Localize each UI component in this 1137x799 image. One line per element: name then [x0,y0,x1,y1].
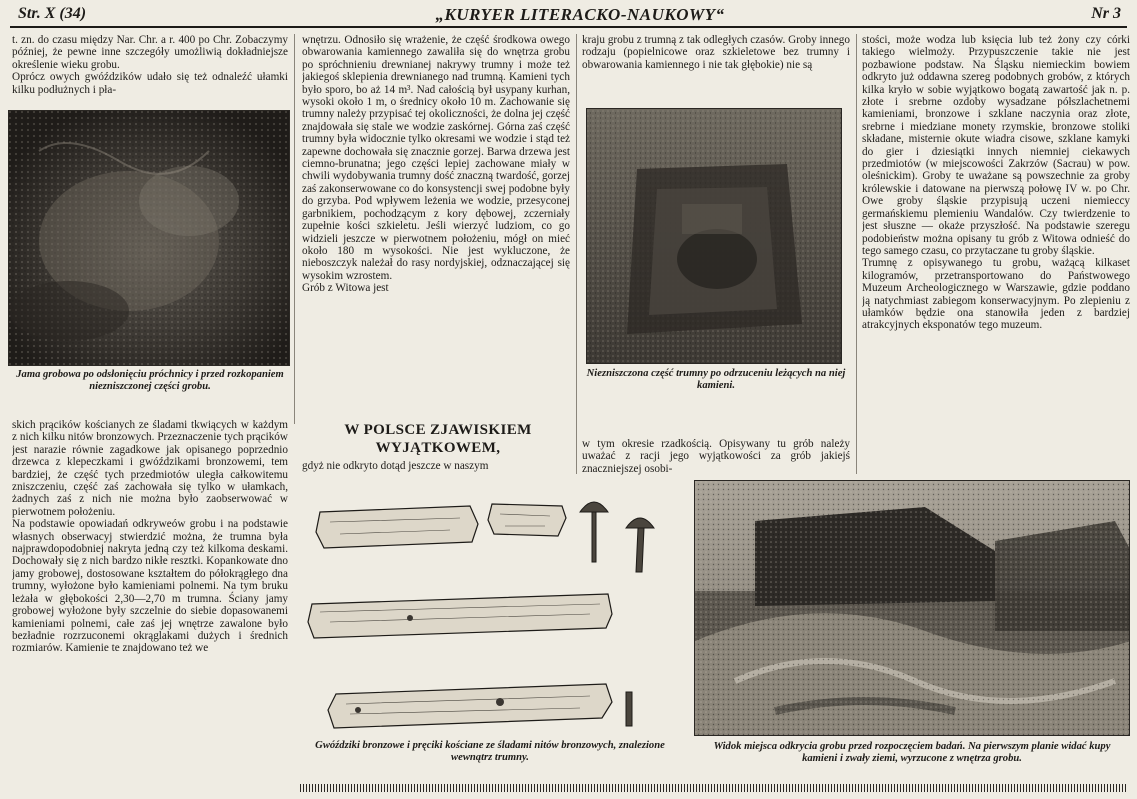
column-1-bottom-text: skich prącików kościanych ze śladami tkwiących w każdym z nich kilku nitów bronzowych. Przeznaczenie tych prącików jest narazie równie zagadkowe jak opisanego poprzednio drzewca z klepeczkami i gwóździkami bronzowemi, tem bardziej, że część tych przedmiotów uległa całkowitemu zniszczeniu, część zaś zachowała się tylko w ułamkach, żadnych zaś z nich nie można było zaobserwować w pierwotnem położeniu. Na podstawie opowiadań odkryweów grobu i na podstawie własnych obserwacyj stwierdzić można, że trumna była najprawdopodobniej nakryta jedną czy też kilkoma deskami. Dochowały się z nich bardzo nikłe resztki. Kopankowate dno jamy grobowej, dostosowane kształtem do półokrągłego dna trumny, wyłożone było kamieniami polnemi. Na tym bruku leżała w głębokości 2,30—2,70 m trumna. Ściany jamy grobowej wyłożone były szczelnie do siebie dopasowanemi kamieniami polnemi, całe zaś jej wnętrze zawalone było bezładnie rozrzuconemi okrąglakami dużych i średnich rozmiarów. Kamienie te znajdowano też we [12,419,288,655]
excavation-site-caption: Widok miejsca odkrycia grobu przed rozpoczęciem badań. Na pierwszym planie widać kupy kamieni i zwały ziemi, wyrzucone z wnętrza grobu. [713,741,1111,764]
newspaper-title: „KURYER LITERACKO-NAUKOWY“ [435,5,725,24]
column-3-top-text: kraju grobu z trumną z tak odległych czasów. Groby innego rodzaju (popielnicowe oraz szkieletowe bez trumny i obwarowania kamiennego i nie tak głębokie) nie są [582,34,850,71]
column-3-bottom-text: w tym okresie rzadkością. Opisywany tu grób należy uważać z racji jego wyjątkowości za grób jakiejś znaczniejszej osobi- [582,438,850,475]
page-number: Str. X (34) [18,5,87,22]
coffin-caption: Niezniszczona część trumny po odrzuceniu leżących na niej kamieni. [586,368,846,391]
column-2-after-heading: gdyż nie odkryto dotąd jeszcze w naszym [302,460,489,472]
column-1-top-text: t. zn. do czasu między Nar. Chr. a r. 400 po Chr. Zobaczymy później, że pewne inne szczegóły umożliwią dokładniejsze określenie wieku grobu. Oprócz owych gwóździków udało się też odnaleźć ułamki kilku podłużnych i pła- [12,34,288,96]
page-header [10,2,1127,28]
grave-pit-caption: Jama grobowa po odsłonięciu próchnicy i przed rozkopaniem niezniszczonej części grobu. [16,369,284,392]
column-2-text: wnętrzu. Odnosiło się wrażenie, że część środkowa owego obwarowania kamiennego zawaliła się do wnętrza grobu po spróchnieniu drewnianej nakrywy trumny i może też jakiegoś sklepienia drewnianego nad trumną. Kamieni tych było sporo, bo aż 14 m³. Nad całością był usypany kurhan, wysoki około 1 m, o średnicy około 10 m. Zachowanie się trumny należy przypisać tej okoliczności, że dolna jej część znajdowała się stale we wodzie zaskórnej. Górna zaś część trumny była widocznie tylko okresami we wodzie i stąd też zapewne dochowała się znacznie gorzej. Barwa drzewa jest ciemno-brunatna; jego części lepiej zachowane miały w chwili wydobywania trumny dość znaczną twardość, gorzej zaś zakonserwowane co do konsystencji swej podobne były do grzyba. Pod wpływem leżenia we wodzie, przesyconej garbnikiem, pochodzącym z kory dębowej, zczerniały zupełnie kości szkieletu. Jeśli wierzyć ludziom, co go widzieli jeszcze w pierwotnem położeniu, mógł on mieć około 180 m wysokości. Nie jest wykluczone, że nieboszczyk należał do rasy nordyjskiej, odznaczającej się wysokim wzrostem. Grób z Witowa jest [302,34,570,295]
column-4-text: stości, może wodza lub księcia lub też żony czy córki takiego wielmoży. Przypuszczenie takie nie jest pozbawione podstaw. Na Śląsku niemieckim bowiem odkryto już oddawna szereg podobnych grobów, z których kilka kryło w sobie wyjątkowo bogatą zawartość jak n. p. złote i srebrne ozdoby wysadzane półszlachetnemi kamieniami, bronzowe i szklane naczynia oraz złote, srebrne i miedziane monety rzymskie, bronzowe stoliki składane, misternie okute wiadra cisowe, szklane kamyki do gier i dziesiątki innych niemniej ciekawych przedmiotów (w miejscowości Zakrzów (Sacrau) w pow. oleśnickim). Groby te uważane są powszechnie za groby królewskie i datowane na pierwszą połowę IV w. po Chr. Owe groby śląskie przypisują uczeni niemieccy germańskiemu plemieniu Wandalów. Czy twierdzenie to jest słuszne — okaże przyszłość. Na podstawie szeregu podobieństw można opisany tu grób z Witowa odnieść do tego samego czasu, co przytaczane tu groby śląskie. Trumnę z opisywanego tu grobu, ważącą kilkaset kilogramów, przetransportowano do Państwowego Muzeum Archeologicznego w Warszawie, gdzie poddano ją natychmiast zabiegom konserwacyjnym. Po zlepieniu z ułamków będzie ona stanowiła jeden z bardziej atrakcyjnych eksponatów tego muzeum. [862,34,1130,332]
artifacts-caption: Gwóździki bronzowe i pręciki kościane ze śladami nitów bronzowych, znalezione wewnątrz trumny. [315,740,665,763]
issue-number: Nr 3 [1091,5,1121,22]
excavation-site-photo [694,480,1130,736]
footer-rule [300,784,1128,792]
section-heading: W POLSCE ZJAWISKIEM WYJĄTKOWEM, [344,422,532,456]
grave-pit-photo [8,110,290,366]
coffin-photo [586,108,842,364]
artifacts-drawing [300,482,682,734]
